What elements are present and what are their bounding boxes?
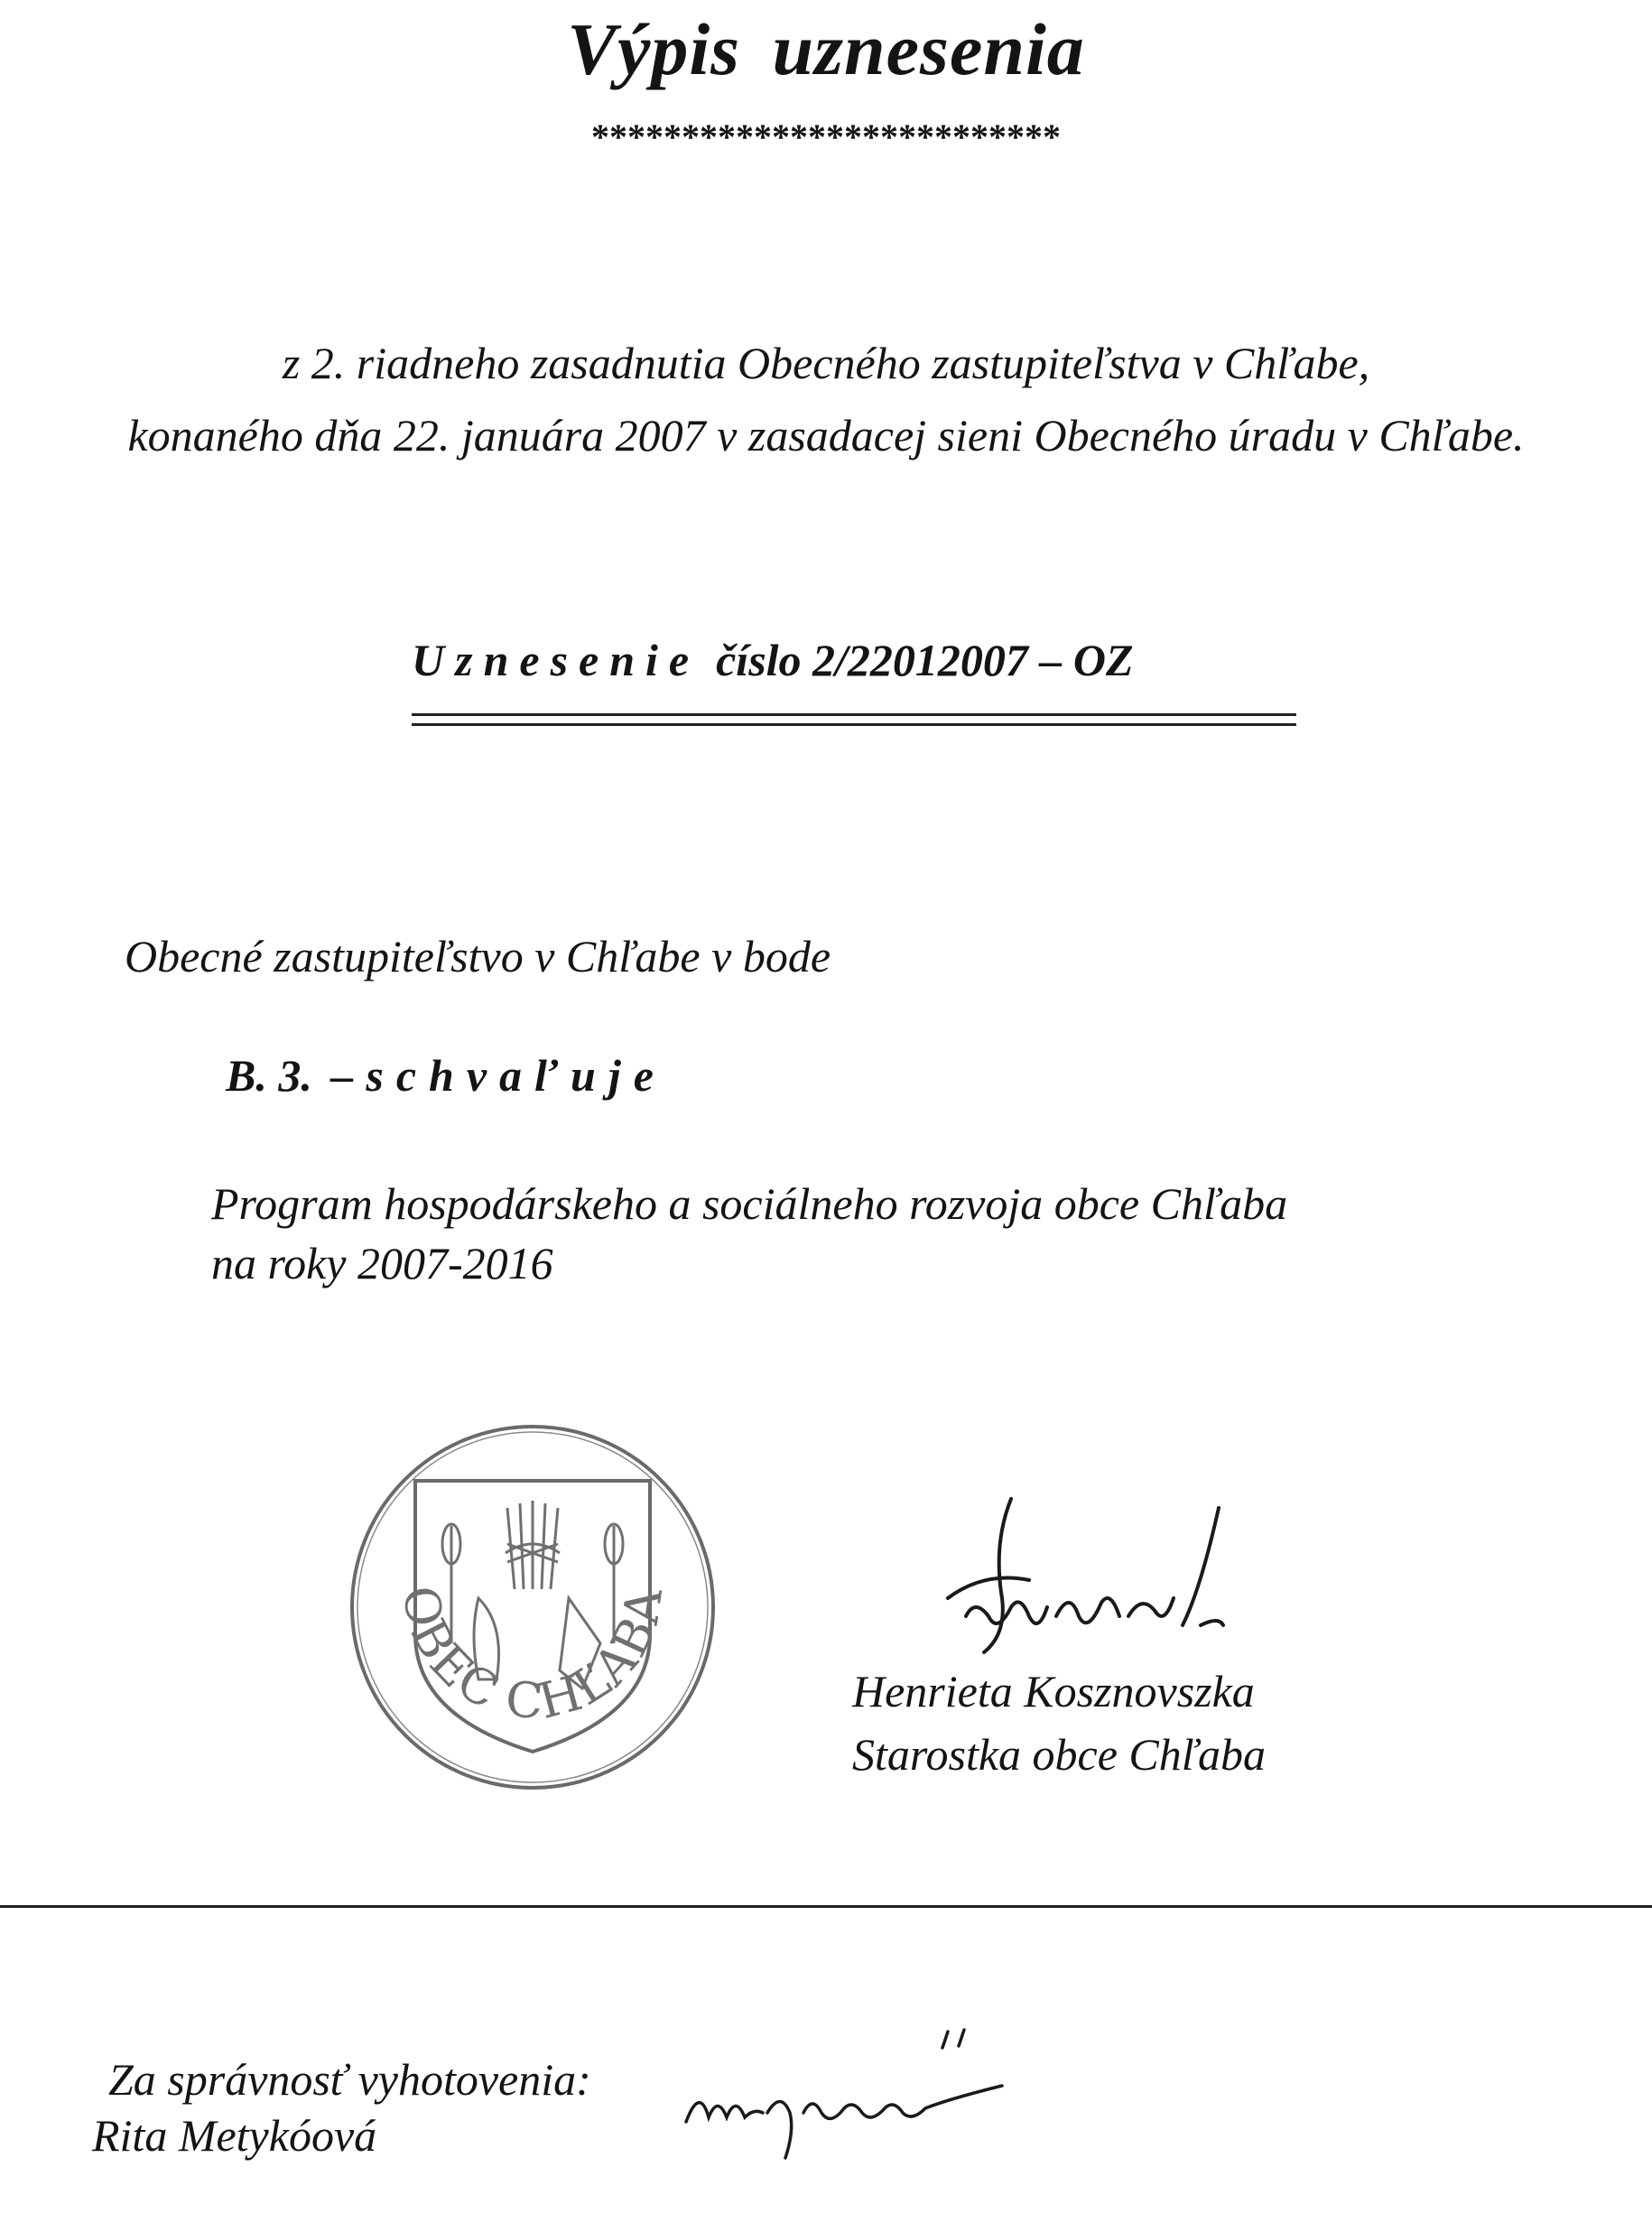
program-line-2: na roky 2007-2016 [211,1238,553,1288]
svg-text:OBEC CHĽABA [391,1582,673,1730]
point-number: B. 3. [226,1050,312,1101]
council-line: Obecné zastupiteľstvo v Chľabe v bode [125,931,831,981]
intro-line-1: z 2. riadneho zasadnutia Obecného zastupiteľstva v Chľabe, [282,338,1370,388]
certifier-name: Rita Metykóová [92,2110,377,2161]
point-verb: –schvaľuje [330,1050,666,1101]
resolution-word: Uznesenie [412,635,701,685]
program-text [211,1174,1287,1293]
certification-label: Za správnosť vyhotovenia: [108,2054,591,2105]
program-line-1: Program hospodárskeho a sociálneho rozvoja obce Chľaba [211,1178,1288,1229]
resolution-number [412,634,1134,686]
intro-line-2: konaného dňa 22. januára 2007 v zasadacej sieni Obecného úradu v Chľabe. [127,410,1525,460]
horizontal-divider [0,1905,1652,1908]
mayor-signature [912,1490,1255,1661]
certification-block [92,2051,591,2163]
seal-text: OBEC CHĽABA [391,1582,674,1731]
title-star-rule: ************************** [591,116,1061,157]
resolution-double-underline [412,713,1296,726]
signatory-name: Henrieta Kosznovszka [852,1666,1255,1716]
signatory-role: Starostka obce Chľaba [852,1729,1266,1780]
resolution-id: číslo 2/22012007 – OZ [716,635,1134,685]
document-title: Výpis uznesenia [567,8,1085,90]
point-line [226,1049,666,1102]
signatory-block [852,1660,1266,1786]
certifier-signature [677,2023,1020,2176]
official-seal-stamp [343,1418,722,1797]
intro-paragraph [0,327,1652,471]
